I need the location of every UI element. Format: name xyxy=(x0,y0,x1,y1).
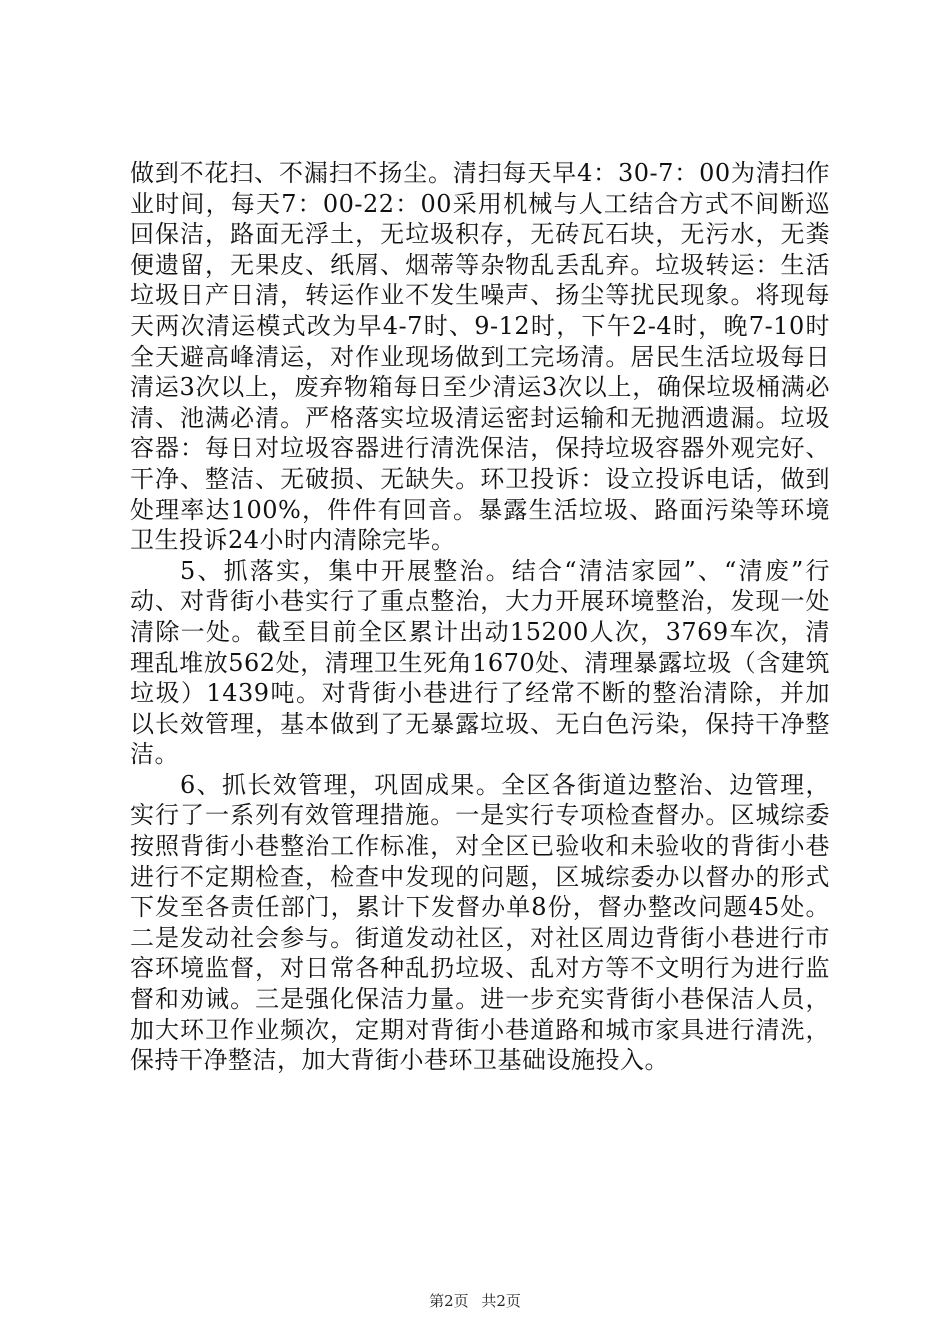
paragraph-sanitation-standards: 做到不花扫、不漏扫不扬尘。清扫每天早4：30-7：00为清扫作业时间，每天7：00-22：00采用机械与人工结合方式不间断巡回保洁，路面无浮土，无垃圾积存，无砖瓦石块，无污水，无粪便遗留，无果皮、纸屑、烟蒂等杂物乱丢乱弃。垃圾转运：生活垃圾日产日清，转运作业不发生噪声、扬尘等扰民现象。将现每天两次清运模式改为早4-7时、9-12时，下午2-4时，晚7-10时全天避高峰清运，对作业现场做到工完场清。居民生活垃圾每日清运3次以上，废弃物箱每日至少清运3次以上，确保垃圾桶满必清、池满必清。严格落实垃圾清运密封运输和无抛洒遗漏。垃圾容器：每日对垃圾容器进行清洗保洁，保持垃圾容器外观完好、干净、整洁、无破损、无缺失。环卫投诉：设立投诉电话，做到处理率达100%，件件有回音。暴露生活垃圾、路面污染等环境卫生投诉24小时内清除完毕。 xyxy=(130,159,830,555)
page-number: 第2页 xyxy=(429,1292,469,1310)
page-total: 共2页 xyxy=(481,1292,521,1310)
paragraph-item-5-rectification: 5、抓落实，集中开展整治。结合“清洁家园”、“清废”行动、对背街小巷实行了重点整治，大力开展环境整治，发现一处清除一处。截至目前全区累计出动15200人次，3769车次，清理乱堆放562处，清理卫生死角1670处、清理暴露垃圾（含建筑垃圾）1439吨。对背街小巷进行了经常不断的整治清除，并加以长效管理，基本做到了无暴露垃圾、无白色污染，保持干净整洁。 xyxy=(130,556,830,769)
document-body xyxy=(130,158,830,1076)
page-footer xyxy=(0,1291,950,1311)
paragraph-item-6-long-term-management: 6、抓长效管理，巩固成果。全区各街道边整治、边管理，实行了一系列有效管理措施。一是实行专项检查督办。区城综委按照背街小巷整治工作标准，对全区已验收和未验收的背街小巷进行不定期检查，检查中发现的问题，区城综委办以督办的形式下发至各责任部门，累计下发督办单8份，督办整改问题45处。二是发动社会参与。街道发动社区，对社区周边背街小巷进行市容环境监督，对日常各种乱扔垃圾、乱对方等不文明行为进行监督和劝诫。三是强化保洁力量。进一步充实背街小巷保洁人员，加大环卫作业频次，定期对背街小巷道路和城市家具进行清洗，保持干净整洁，加大背街小巷环卫基础设施投入。 xyxy=(130,770,830,1075)
